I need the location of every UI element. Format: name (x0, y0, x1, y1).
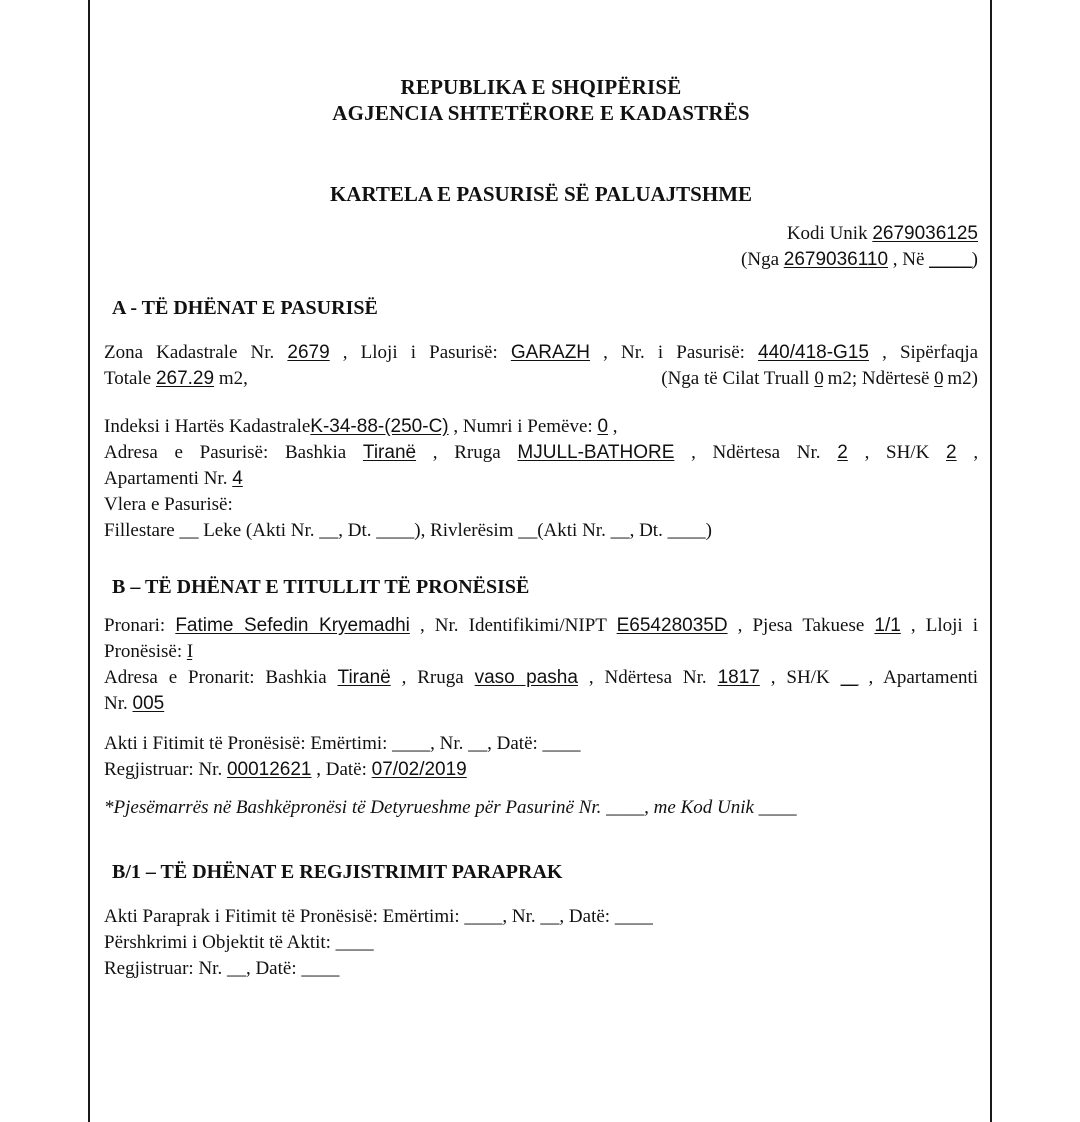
zona-value: 2679 (287, 342, 330, 363)
pronari-value: Fatime Sefedin Kryemadhi (175, 615, 410, 636)
totale-value: 267.29 (155, 368, 215, 389)
pronesise-value: I (186, 641, 193, 662)
shk-value: 2 (946, 442, 957, 463)
regjistruar-line: Regjistruar: Nr. 00012621 , Datë: 07/02/2019 (104, 759, 467, 780)
indeksi-value: K-34-88-(250-C) (310, 416, 449, 437)
document-title: KARTELA E PASURISË SË PALUAJTSHME (329, 182, 753, 206)
header-line-agency: AGJENCIA SHTETËRORE E KADASTRËS (332, 101, 750, 125)
pronar-apartamenti-value: 005 (132, 693, 165, 714)
ndertese-value: 0 (934, 368, 943, 389)
b1-regjistruar-line: Regjistruar: Nr. __, Datë: ____ (104, 958, 340, 979)
adresa-pronarit-line: Adresa e Pronarit: Bashkia Tiranë , Rruga vaso pasha , Ndërtesa Nr. 1817 , SH/K __ , Apartamenti (104, 667, 979, 688)
bashkia-value: Tiranë (362, 442, 417, 463)
unique-code-block (104, 221, 978, 273)
pronar-ndertesa-value: 1817 (717, 667, 760, 688)
section-b-title: B – TË DHËNAT E TITULLIT TË PRONËSISË (112, 576, 530, 598)
pronar-bashkia-value: Tiranë (337, 667, 391, 688)
header-line-republic: REPUBLIKA E SHQIPËRISË (400, 75, 682, 99)
truall-value: 0 (814, 368, 823, 389)
apartamenti-value: 4 (232, 468, 243, 489)
zona-line: Zona Kadastrale Nr. 2679 , Lloji i Pasurisë: GARAZH , Nr. i Pasurisë: 440/418-G15 , Sipërfaqja (104, 342, 979, 363)
vlera-label: Vlera e Pasurisë: (104, 494, 233, 515)
nipt-value: E65428035D (616, 615, 728, 636)
akti-paraprak-line: Akti Paraprak i Fitimit të Pronësisë: Emërtimi: ____, Nr. __, Datë: ____ (104, 906, 653, 927)
apartamenti-line: Apartamenti Nr. 4 (104, 468, 243, 489)
regj-date-value: 07/02/2019 (371, 759, 467, 780)
nr-pasurise-value: 440/418-G15 (758, 342, 869, 363)
page-border-right (990, 0, 992, 1122)
adresa-pasurise-line: Adresa e Pasurisë: Bashkia Tiranë , Rruga MJULL-BATHORE , Ndërtesa Nr. 2 , SH/K 2 , (104, 442, 979, 463)
indeksi-line: Indeksi i Hartës KadastraleK-34-88-(250-C) , Numri i Pemëve: 0 , (104, 416, 618, 437)
pronar-apartamenti-line: Nr. 005 (104, 693, 165, 714)
document-header (104, 74, 978, 126)
rruga-value: MJULL-BATHORE (517, 442, 675, 463)
pershkrimi-line: Përshkrimi i Objektit të Aktit: ____ (104, 932, 374, 953)
pronari-line: Pronari: Fatime Sefedin Kryemadhi , Nr. Identifikimi/NIPT E65428035D , Pjesa Takuese 1/1 , Lloji i (104, 615, 979, 636)
page-border-left (88, 0, 90, 1122)
fillestare-line: Fillestare __ Leke (Akti Nr. __, Dt. ____), Rivlerësim __(Akti Nr. __, Dt. ____) (104, 520, 712, 541)
nga-value: 2679036110 (783, 249, 889, 270)
kodi-unik-line: Kodi Unik 2679036125 (786, 223, 978, 244)
akti-fitimit-line: Akti i Fitimit të Pronësisë: Emërtimi: ____, Nr. __, Datë: ____ (104, 733, 581, 754)
regj-nr-value: 00012621 (226, 759, 312, 780)
section-b1-title: B/1 – TË DHËNAT E REGJISTRIMIT PARAPRAK (112, 861, 563, 883)
totale-line: Totale 267.29 m2, (Nga të Cilat Truall 0 m2; Ndërtesë 0 m2) (104, 368, 978, 389)
pronesise-line: Pronësisë: I (104, 641, 193, 662)
lloji-value: GARAZH (510, 342, 591, 363)
pemeve-value: 0 (597, 416, 609, 437)
ndertesa-value: 2 (837, 442, 848, 463)
document-page (104, 74, 978, 982)
kodi-unik-value: 2679036125 (872, 223, 978, 244)
pjesemarres-line: *Pjesëmarrës në Bashkëpronësi të Detyrueshme për Pasurinë Nr. ____, me Kod Unik ____ (104, 797, 797, 818)
section-a-title: A - TË DHËNAT E PASURISË (112, 297, 378, 319)
pronar-rruga-value: vaso pasha (474, 667, 578, 688)
pjesa-value: 1/1 (874, 615, 901, 636)
nga-line: (Nga 2679036110 , Në _____) (741, 249, 978, 270)
